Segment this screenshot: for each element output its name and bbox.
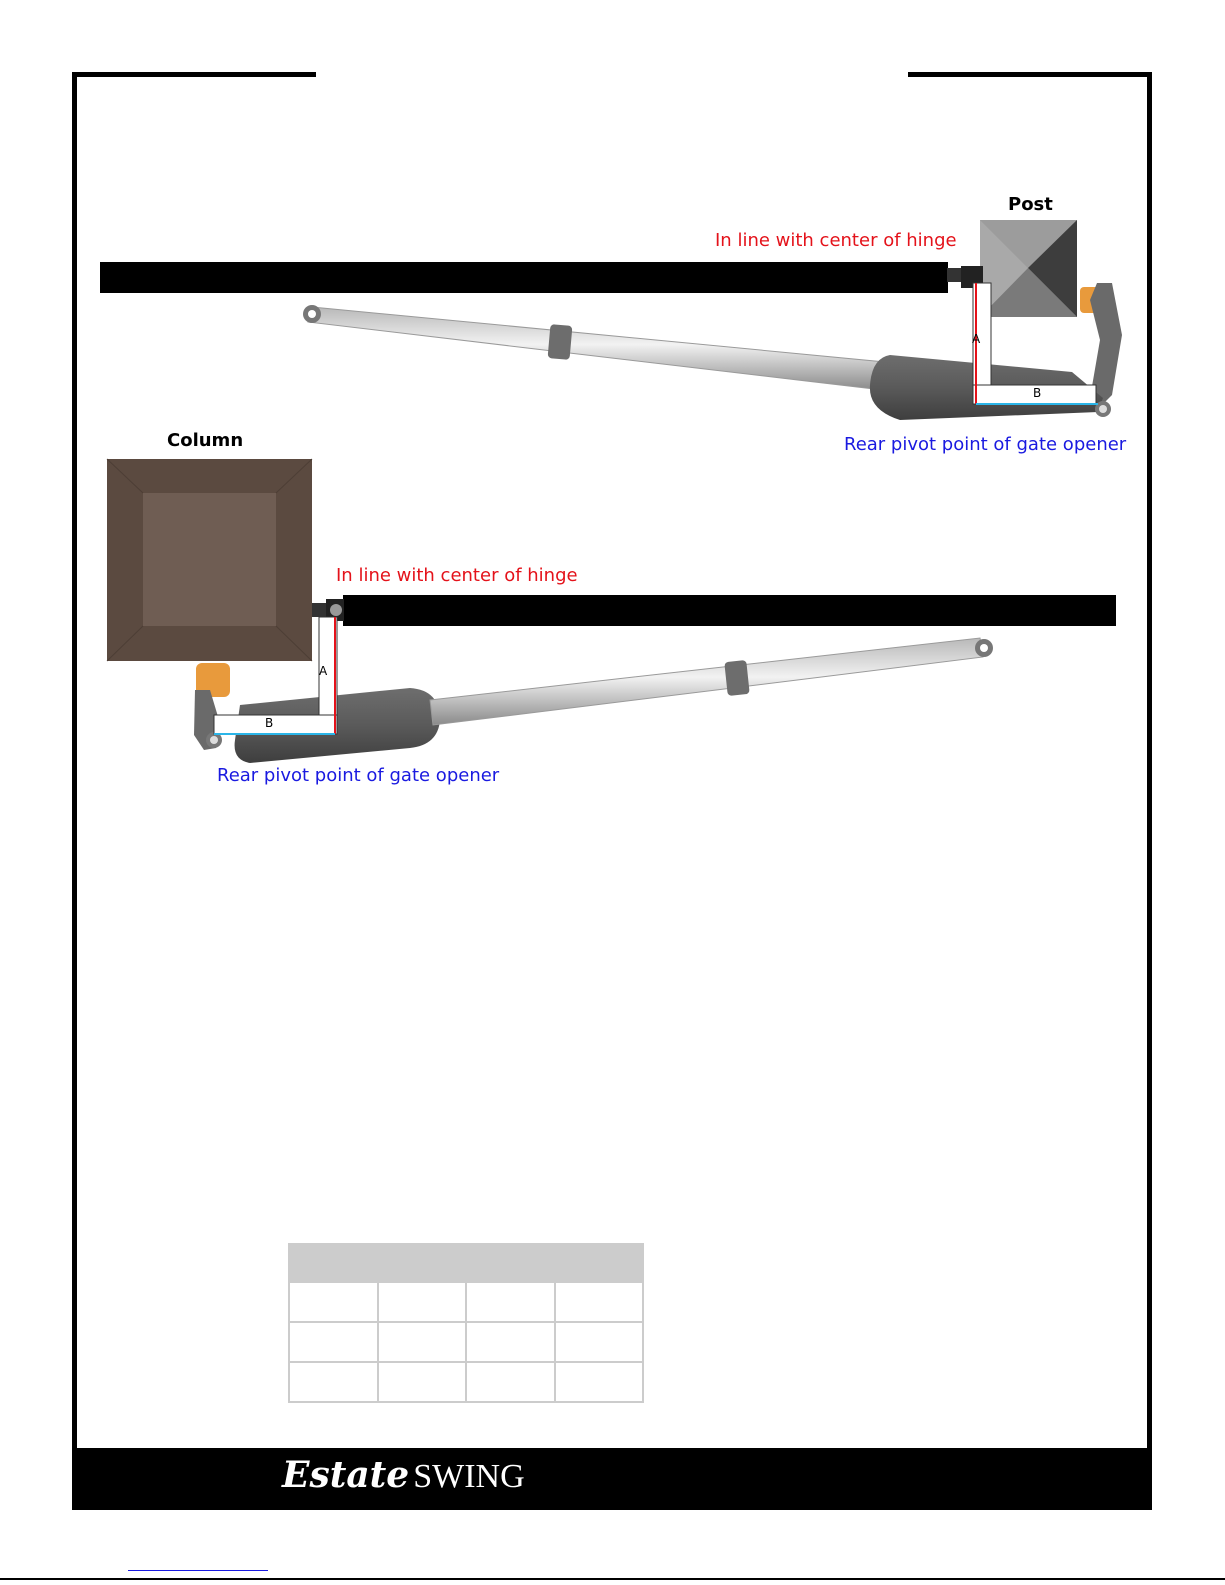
table-cell bbox=[555, 1282, 644, 1322]
table-row bbox=[289, 1282, 643, 1322]
post bbox=[980, 220, 1077, 317]
table-cell bbox=[378, 1362, 467, 1402]
estate-swing-logo bbox=[282, 1454, 525, 1496]
post-label: Post bbox=[1008, 194, 1053, 215]
hinge-label-bottom: In line with center of hinge bbox=[336, 565, 578, 586]
table-cell bbox=[378, 1282, 467, 1322]
table-cell bbox=[555, 1362, 644, 1402]
table-cell bbox=[289, 1282, 378, 1322]
table-cell bbox=[466, 1282, 555, 1322]
column-label: Column bbox=[167, 430, 244, 451]
pivot-label-top: Rear pivot point of gate opener bbox=[844, 434, 1127, 455]
footer-link-underline[interactable] bbox=[128, 1570, 268, 1571]
hinge-label-top: In line with center of hinge bbox=[715, 230, 957, 251]
table-cell bbox=[378, 1322, 467, 1362]
table-cell bbox=[466, 1322, 555, 1362]
table-header bbox=[289, 1244, 643, 1282]
table-cell bbox=[555, 1322, 644, 1362]
table-cell bbox=[289, 1322, 378, 1362]
dim-a-label-top: A bbox=[972, 332, 981, 346]
dim-b-label-bottom: B bbox=[265, 716, 274, 730]
dim-b-label-top: B bbox=[1033, 386, 1042, 400]
table-row bbox=[289, 1322, 643, 1362]
pivot-label-bottom: Rear pivot point of gate opener bbox=[217, 765, 500, 786]
footer-band bbox=[72, 1448, 1152, 1510]
dimension-table bbox=[288, 1243, 644, 1403]
column bbox=[107, 459, 312, 661]
dim-a-label-bottom: A bbox=[319, 664, 328, 678]
logo-script-text: Estate bbox=[282, 1454, 410, 1496]
table-cell bbox=[289, 1362, 378, 1402]
table-cell bbox=[466, 1362, 555, 1402]
table-row bbox=[289, 1362, 643, 1402]
logo-caps-text: SWING bbox=[413, 1458, 525, 1495]
